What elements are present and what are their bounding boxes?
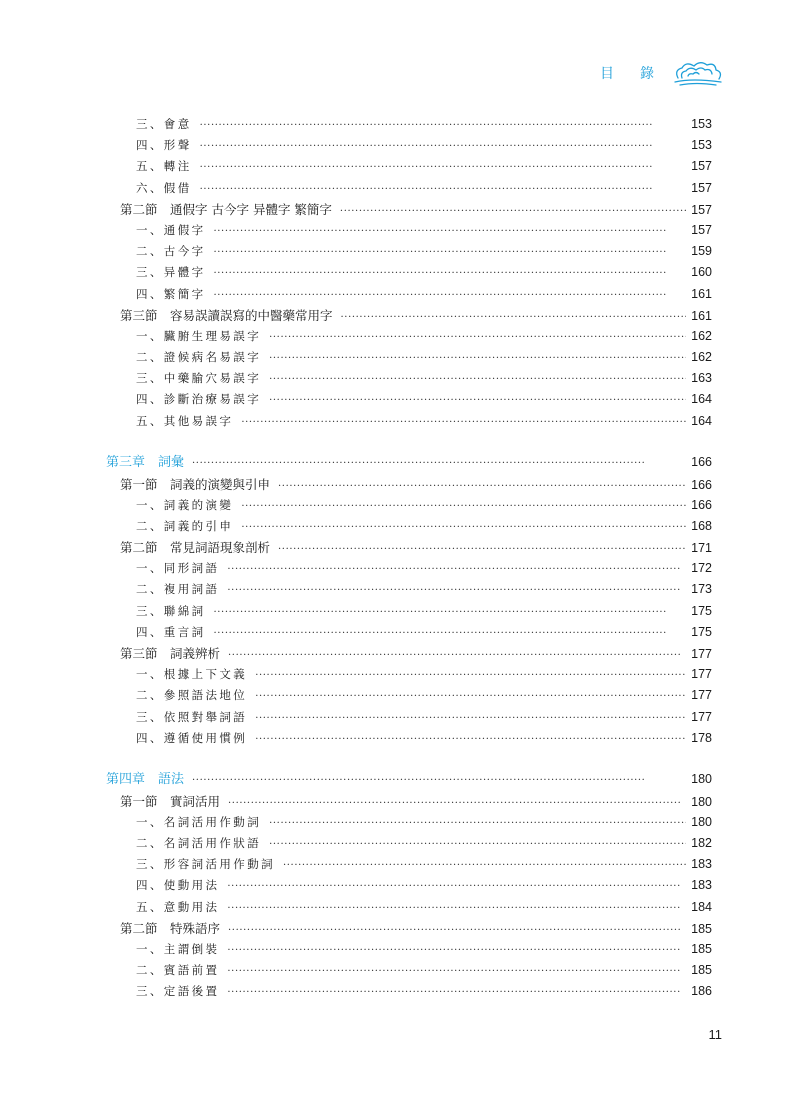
dot-leader (269, 834, 686, 855)
dot-leader (214, 285, 687, 306)
dot-leader (227, 559, 686, 580)
toc-entry-page: 177 (691, 709, 712, 724)
toc-entry-page: 175 (691, 624, 712, 639)
toc-entry-label: 第二節 常見詞語現象剖析 (120, 540, 271, 556)
dot-leader (269, 348, 686, 369)
dot-leader (228, 793, 686, 814)
toc-entry-page: 183 (691, 857, 712, 872)
toc-item (106, 622, 712, 643)
toc-entry-page: 171 (691, 541, 712, 556)
toc-item (106, 579, 712, 600)
toc-item (106, 241, 712, 262)
toc-item (106, 875, 712, 896)
toc-item (106, 347, 712, 368)
toc-section (106, 918, 712, 939)
toc-entry-page: 157 (691, 180, 712, 195)
toc-entry-page: 183 (691, 878, 712, 893)
toc-item (106, 558, 712, 579)
toc-entry-label: 第三章 詞彙 (106, 455, 185, 471)
toc-section (106, 537, 712, 558)
toc-entry-page: 157 (691, 222, 712, 237)
toc-entry-page: 178 (691, 730, 712, 745)
toc-item (106, 685, 712, 706)
toc-entry-label: 第四章 語法 (106, 772, 185, 788)
dot-leader (200, 179, 687, 200)
toc-entry-label: 一、詞義的演變 (136, 497, 234, 512)
toc-item (106, 326, 712, 347)
dot-leader (278, 539, 686, 560)
toc-entry-label: 二、複用詞語 (136, 582, 220, 597)
dot-leader (228, 920, 686, 941)
dot-leader (227, 876, 686, 897)
toc-chapter (106, 769, 712, 790)
toc-entry-label: 第一節 實詞活用 (120, 793, 221, 809)
dot-leader (214, 263, 687, 284)
toc-entry-page: 172 (691, 561, 712, 576)
toc-entry-label: 三、中藥腧穴易誤字 (136, 371, 262, 386)
dot-leader (340, 201, 686, 222)
toc-entry-label: 二、詞義的引申 (136, 518, 234, 533)
toc-item (106, 262, 712, 283)
toc-item (106, 601, 712, 622)
dot-leader (255, 686, 686, 707)
toc-item (106, 960, 712, 981)
toc-entry-page: 177 (691, 647, 712, 661)
dot-leader (200, 136, 687, 157)
dot-leader (192, 453, 686, 474)
toc-entry-page: 184 (691, 899, 712, 914)
toc-section (106, 199, 712, 220)
dot-leader (227, 898, 686, 919)
toc-entry-label: 第二節 通假字 古今字 异體字 繁簡字 (120, 201, 332, 217)
toc-entry-page: 180 (691, 794, 712, 809)
toc-item (106, 495, 712, 516)
toc-entry-label: 一、同形詞語 (136, 561, 220, 576)
toc-entry-label: 三、依照對舉詞語 (136, 709, 248, 724)
toc-entry-label: 一、通假字 (136, 222, 206, 237)
toc-item (106, 707, 712, 728)
toc-entry-label: 第三節 詞義辨析 (120, 646, 221, 661)
dot-leader (269, 390, 686, 411)
toc-entry-page: 177 (691, 667, 712, 682)
dot-leader (227, 580, 686, 601)
dot-leader (241, 496, 686, 517)
dot-leader (241, 412, 686, 433)
toc-entry-page: 177 (691, 688, 712, 703)
toc-item (106, 664, 712, 685)
toc-item (106, 135, 712, 156)
dot-leader (269, 327, 686, 348)
toc-entry-label: 第一節 詞義的演變與引申 (120, 476, 271, 492)
toc-entry-label: 一、主謂倒裝 (136, 941, 220, 956)
table-of-contents (106, 114, 712, 1003)
toc-entry-label: 二、證候病名易誤字 (136, 350, 262, 365)
toc-entry-page: 164 (691, 392, 712, 407)
dot-leader (214, 242, 687, 263)
toc-entry-page: 153 (691, 117, 712, 131)
toc-entry-page: 168 (691, 518, 712, 533)
toc-item (106, 939, 712, 960)
toc-entry-page: 161 (691, 308, 712, 323)
toc-item (106, 389, 712, 410)
toc-entry-label: 四、診斷治療易誤字 (136, 392, 262, 407)
toc-entry-label: 四、使動用法 (136, 878, 220, 893)
dot-leader (278, 476, 686, 497)
toc-entry-page: 164 (691, 413, 712, 428)
dot-leader (227, 982, 686, 1003)
toc-entry-label: 四、繁簡字 (136, 286, 206, 301)
toc-section (106, 643, 712, 664)
toc-entry-page: 162 (691, 328, 712, 343)
dot-leader (192, 770, 686, 791)
toc-entry-page: 157 (691, 159, 712, 174)
dot-leader (214, 221, 687, 242)
dot-leader (341, 307, 687, 328)
cloud-ornament-icon (672, 58, 724, 88)
dot-leader (200, 157, 687, 178)
dot-leader (227, 940, 686, 961)
toc-item (106, 728, 712, 749)
toc-entry-label: 三、异體字 (136, 265, 206, 280)
toc-chapter (106, 452, 712, 473)
toc-entry-page: 153 (691, 138, 712, 153)
toc-entry-label: 三、聯綿詞 (136, 603, 206, 618)
dot-leader (255, 729, 686, 750)
toc-item (106, 981, 712, 1002)
dot-leader (200, 115, 687, 136)
toc-entry-label: 一、臟腑生理易誤字 (136, 328, 262, 343)
toc-item (106, 114, 712, 135)
running-header (600, 58, 724, 88)
header-title: 目錄 (600, 66, 680, 82)
toc-item (106, 284, 712, 305)
toc-item (106, 516, 712, 537)
toc-item (106, 178, 712, 199)
toc-entry-page: 173 (691, 582, 712, 597)
toc-entry-page: 162 (691, 350, 712, 365)
toc-entry-label: 五、轉注 (136, 159, 192, 174)
dot-leader (269, 813, 686, 834)
toc-entry-page: 163 (691, 371, 712, 386)
dot-leader (241, 517, 686, 538)
toc-item (106, 897, 712, 918)
toc-section (106, 474, 712, 495)
dot-leader (269, 369, 686, 390)
toc-entry-page: 180 (691, 814, 712, 829)
toc-item (106, 156, 712, 177)
dot-leader (255, 708, 686, 729)
toc-item (106, 368, 712, 389)
toc-entry-page: 180 (691, 772, 712, 787)
toc-entry-page: 160 (691, 265, 712, 280)
toc-entry-label: 一、根據上下文義 (136, 667, 248, 682)
dot-leader (214, 623, 687, 644)
toc-entry-page: 161 (691, 286, 712, 301)
toc-item (106, 411, 712, 432)
toc-entry-label: 一、名詞活用作動詞 (136, 814, 262, 829)
toc-entry-page: 157 (691, 202, 712, 217)
toc-entry-label: 六、假借 (136, 180, 192, 195)
toc-item (106, 833, 712, 854)
toc-entry-label: 五、意動用法 (136, 899, 220, 914)
toc-entry-page: 186 (691, 984, 712, 999)
toc-section (106, 791, 712, 812)
toc-entry-label: 第三節 容易誤讀誤寫的中醫藥常用字 (120, 307, 333, 323)
toc-entry-label: 五、其他易誤字 (136, 413, 234, 428)
toc-entry-label: 四、遵循使用慣例 (136, 730, 248, 745)
dot-leader (228, 645, 686, 666)
toc-item (106, 812, 712, 833)
toc-entry-label: 二、參照語法地位 (136, 688, 248, 703)
toc-entry-label: 二、古今字 (136, 244, 206, 259)
toc-entry-label: 四、形聲 (136, 138, 192, 153)
dot-leader (214, 602, 687, 623)
toc-entry-page: 166 (691, 497, 712, 512)
toc-entry-page: 185 (691, 921, 712, 936)
page-number: 11 (708, 1027, 722, 1042)
toc-item (106, 854, 712, 875)
toc-entry-page: 175 (691, 603, 712, 618)
toc-entry-label: 二、名詞活用作狀語 (136, 836, 262, 850)
toc-section (106, 305, 712, 326)
dot-leader (227, 961, 686, 982)
toc-entry-page: 166 (691, 455, 712, 470)
toc-entry-label: 三、定語後置 (136, 984, 220, 999)
toc-entry-page: 159 (691, 244, 712, 259)
toc-entry-label: 三、會意 (136, 117, 192, 131)
dot-leader (255, 665, 686, 686)
toc-entry-page: 185 (691, 963, 712, 978)
toc-entry-page: 166 (691, 477, 712, 492)
toc-entry-label: 四、重言詞 (136, 624, 206, 639)
toc-entry-label: 第二節 特殊語序 (120, 920, 221, 936)
toc-entry-label: 三、形容詞活用作動詞 (136, 857, 275, 872)
toc-entry-label: 二、賓語前置 (136, 963, 220, 978)
toc-entry-page: 185 (691, 941, 712, 956)
toc-entry-page: 182 (691, 836, 712, 850)
dot-leader (283, 855, 686, 876)
toc-item (106, 220, 712, 241)
